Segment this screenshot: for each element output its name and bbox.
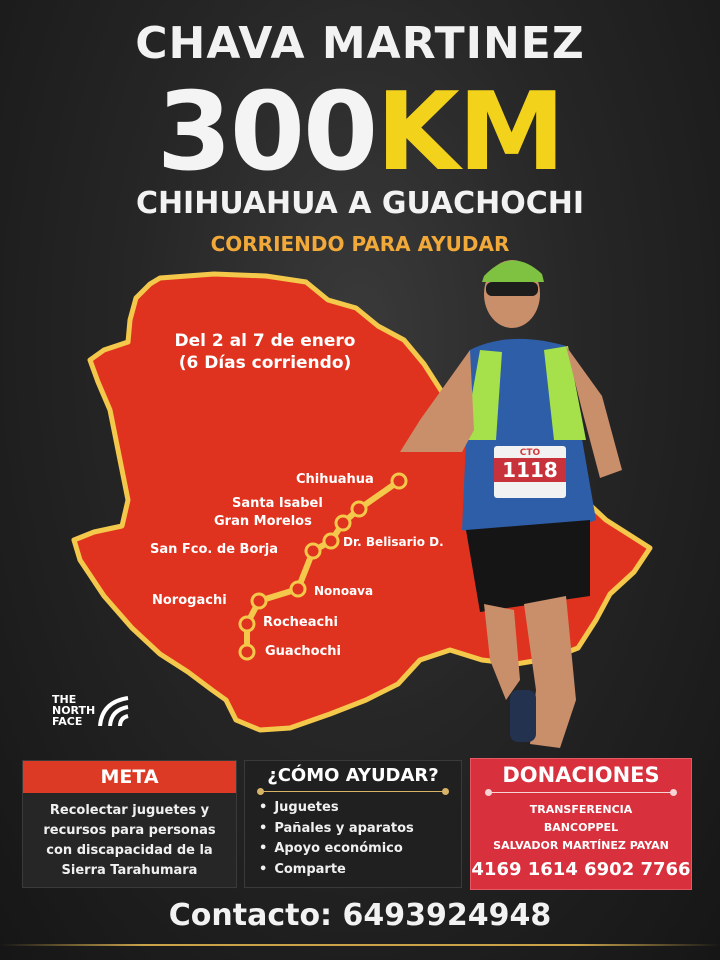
- donations-details: [471, 801, 691, 855]
- meta-title: META: [23, 761, 236, 793]
- town-label: Chihuahua: [296, 472, 374, 487]
- meta-panel: [22, 760, 237, 888]
- dome-icon: [98, 696, 132, 726]
- bottom-divider: [0, 944, 720, 946]
- help-list: [245, 798, 461, 880]
- account-number: 4169 1614 6902 7766: [471, 859, 691, 880]
- distance-title: [0, 70, 720, 195]
- meta-line: con discapacidad de la: [46, 843, 213, 858]
- town-label: Guachochi: [265, 644, 342, 659]
- route-title: CHIHUAHUA A GUACHOCHI: [135, 186, 585, 221]
- stop-rocheachi: [240, 617, 254, 631]
- stop-san-fco-borja: [306, 544, 320, 558]
- stop-santa-isabel: [352, 502, 366, 516]
- help-item: • Comparte: [259, 860, 461, 881]
- town-label: Dr. Belisario D.: [343, 535, 444, 549]
- dates-line-1: Del 2 al 7 de enero: [174, 331, 356, 351]
- tagline: CORRIENDO PARA AYUDAR: [210, 232, 510, 256]
- stop-nonoava: [291, 582, 305, 596]
- town-label: Nonoava: [314, 584, 374, 598]
- donations-line: BANCOPPEL: [543, 821, 619, 834]
- bib-top-text: CTO: [519, 448, 541, 458]
- bib-number: 1118: [494, 458, 566, 482]
- town-label: Gran Morelos: [214, 514, 312, 529]
- brand-line-3: FACE: [52, 715, 83, 728]
- donations-divider: [488, 792, 674, 793]
- help-item: • Pañales y aparatos: [259, 819, 461, 840]
- stop-guachochi: [240, 645, 254, 659]
- event-dates: [140, 330, 390, 374]
- donations-panel: [470, 758, 692, 890]
- meta-line: Sierra Tarahumara: [61, 863, 198, 878]
- town-label: San Fco. de Borja: [150, 542, 279, 557]
- help-title: ¿CÓMO AYUDAR?: [267, 765, 439, 786]
- meta-body: [23, 793, 236, 881]
- dates-line-2: (6 Días corriendo): [178, 353, 352, 373]
- meta-line: Recolectar juguetes y: [49, 803, 210, 818]
- stop-chihuahua: [392, 474, 406, 488]
- help-divider: [260, 791, 446, 792]
- brand-line-2: NORTH: [52, 704, 96, 717]
- meta-line: recursos para personas: [43, 823, 216, 838]
- stop-norogachi: [252, 594, 266, 608]
- distance-unit: KM: [376, 70, 564, 195]
- help-item: • Apoyo económico: [259, 839, 461, 860]
- contact-phone: Contacto: 6493924948: [168, 898, 552, 933]
- runner-name: CHAVA MARTINEZ: [135, 18, 585, 69]
- donations-line: TRANSFERENCIA: [529, 803, 633, 816]
- town-label: Santa Isabel: [232, 496, 323, 511]
- stop-gran-morelos: [336, 516, 350, 530]
- help-item: • Juguetes: [259, 798, 461, 819]
- distance-number: 300: [156, 70, 377, 195]
- town-label: Norogachi: [152, 593, 227, 608]
- town-label: Rocheachi: [263, 615, 338, 630]
- help-panel: [244, 760, 462, 888]
- brand-line-1: THE: [52, 693, 77, 706]
- north-face-logo: [52, 694, 134, 727]
- stop-dr-belisario: [324, 534, 338, 548]
- donations-title: DONACIONES: [502, 763, 660, 787]
- donations-line: SALVADOR MARTÍNEZ PAYAN: [493, 839, 669, 852]
